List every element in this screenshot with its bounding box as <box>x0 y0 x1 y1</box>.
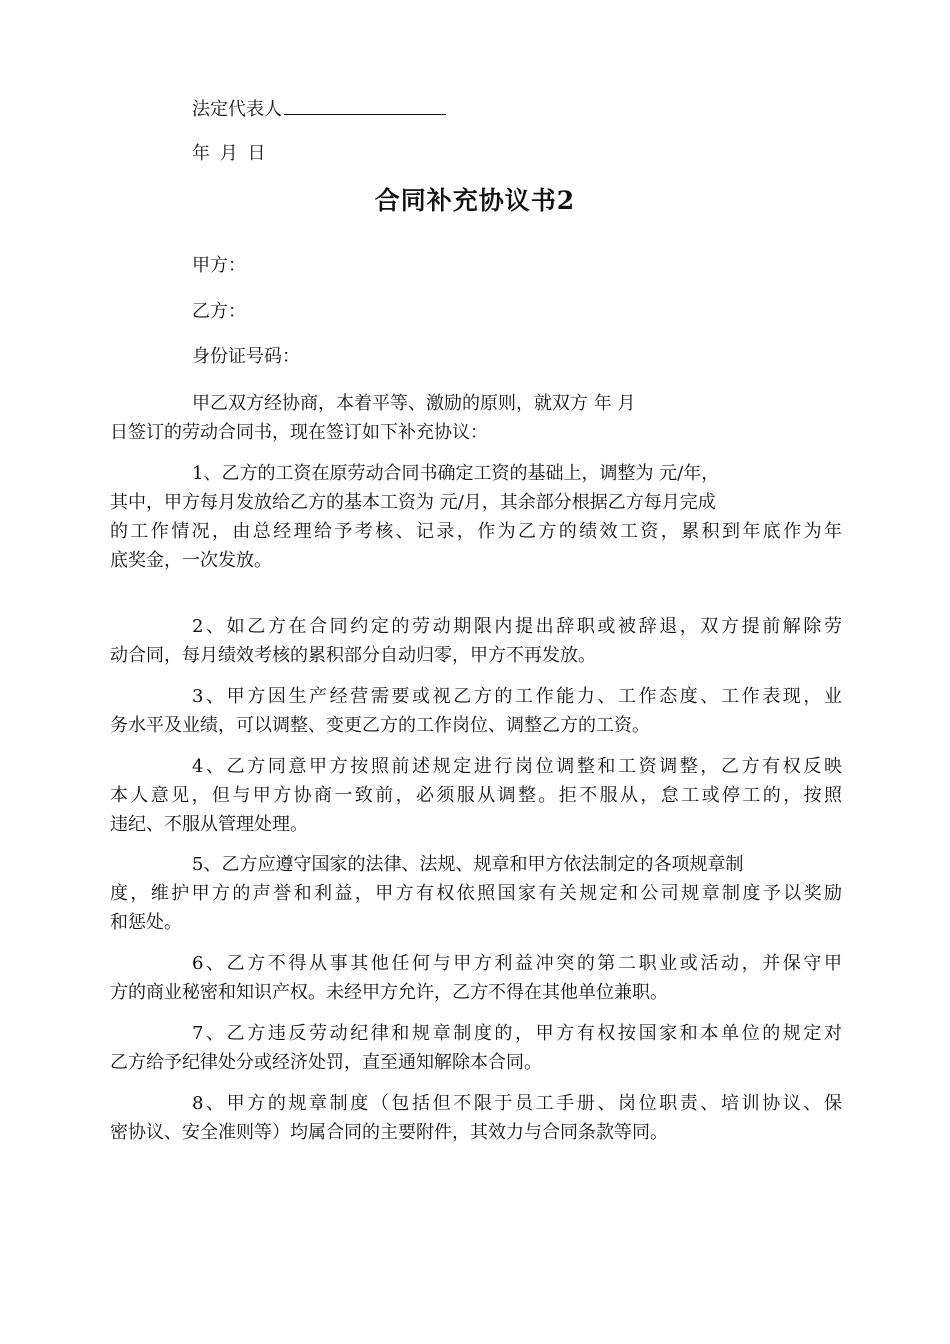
document-title: 合同补充协议书2 <box>374 186 576 215</box>
clause-5 <box>110 850 842 937</box>
legal-representative-blank <box>284 96 446 115</box>
paragraph-line: 本人意见，但与甲方协商一致前，必须服从调整。拒不服从，怠工或停工的，按照 <box>110 785 842 806</box>
paragraph-line: 底奖金，一次发放。 <box>110 550 272 571</box>
paragraph-line: 1、乙方的工资在原劳动合同书确定工资的基础上，调整为 元/年， <box>192 463 720 484</box>
paragraph-line: 日签订的劳动合同书，现在签订如下补充协议： <box>110 422 488 443</box>
clause-2 <box>110 612 842 670</box>
signature-date: 年 月 日 <box>192 143 266 164</box>
paragraph-line: 6、乙方不得从事其他任何与甲方利益冲突的第二职业或活动，并保守甲 <box>192 953 842 974</box>
clause-7 <box>110 1019 842 1077</box>
paragraph-line: 乙方给予纪律处分或经济处罚，直至通知解除本合同。 <box>110 1052 542 1073</box>
paragraph-line: 的工作情况，由总经理给予考核、记录，作为乙方的绩效工资，累积到年底作为年 <box>110 521 842 542</box>
id-number-label: 身份证号码： <box>192 346 300 367</box>
paragraph-line: 其中，甲方每月发放给乙方的基本工资为 元/月，其余部分根据乙方每月完成 <box>110 492 716 513</box>
clause-8 <box>110 1089 842 1147</box>
paragraph-line: 3、甲方因生产经营需要或视乙方的工作能力、工作态度、工作表现，业 <box>192 686 842 707</box>
paragraph-line: 度，维护甲方的声誉和利益，甲方有权依照国家有关规定和公司规章制度予以奖励 <box>110 883 842 904</box>
paragraph-line: 务水平及业绩，可以调整、变更乙方的工作岗位、调整乙方的工资。 <box>110 715 650 736</box>
legal-representative-label: 法定代表人 <box>192 99 282 120</box>
legal-representative-line <box>192 96 446 121</box>
clause-4 <box>110 752 842 839</box>
intro-paragraph <box>110 389 842 447</box>
paragraph-line: 违纪、不服从管理处理。 <box>110 814 308 835</box>
clause-1 <box>110 459 842 575</box>
paragraph-line: 2、如乙方在合同约定的劳动期限内提出辞职或被辞退，双方提前解除劳 <box>192 616 842 637</box>
paragraph-line: 7、乙方违反劳动纪律和规章制度的，甲方有权按国家和本单位的规定对 <box>192 1023 842 1044</box>
party-a-label: 甲方： <box>192 255 246 276</box>
paragraph-line: 和惩处。 <box>110 912 182 933</box>
paragraph-line: 8、甲方的规章制度（包括但不限于员工手册、岗位职责、培训协议、保 <box>192 1093 842 1114</box>
paragraph-line: 动合同，每月绩效考核的累积部分自动归零，甲方不再发放。 <box>110 645 596 666</box>
clause-3 <box>110 682 842 740</box>
paragraph-line: 方的商业秘密和知识产权。未经甲方允许，乙方不得在其他单位兼职。 <box>110 982 668 1003</box>
party-b-label: 乙方： <box>192 301 246 322</box>
paragraph-line: 甲乙双方经协商，本着平等、激励的原则，就双方 年 月 <box>192 393 636 414</box>
paragraph-line: 5、乙方应遵守国家的法律、法规、规章和甲方依法制定的各项规章制 <box>192 854 744 875</box>
paragraph-line: 密协议、安全准则等）均属合同的主要附件，其效力与合同条款等同。 <box>110 1122 668 1143</box>
paragraph-line: 4、乙方同意甲方按照前述规定进行岗位调整和工资调整，乙方有权反映 <box>192 756 842 777</box>
clause-6 <box>110 949 842 1007</box>
